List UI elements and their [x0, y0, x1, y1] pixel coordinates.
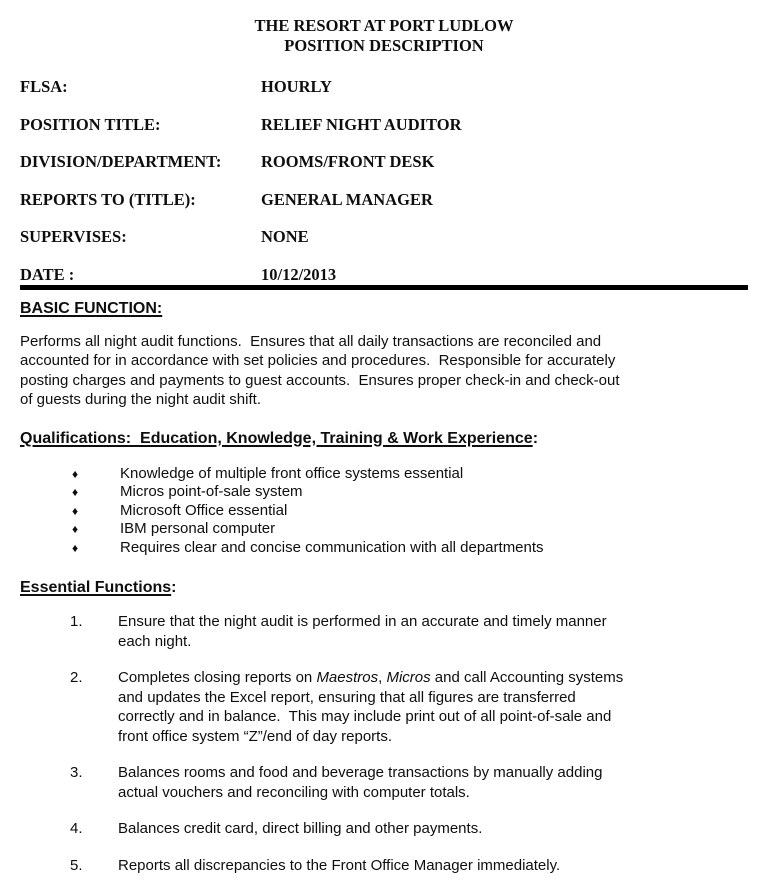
bullet-item [20, 539, 748, 558]
diamond-bullet-icon: ♦ [72, 503, 79, 518]
item-text-segment: front office system “Z”/end of day reports. [118, 727, 392, 745]
item-text-segment: Balances rooms and food and beverage transactions by manually adding [118, 764, 603, 782]
paragraph-line: Performs all night audit functions. Ensures that all daily transactions are reconciled and [20, 332, 602, 350]
basic-function-paragraph [20, 332, 748, 410]
item-text-line [118, 856, 748, 876]
item-text-segment: , [378, 669, 387, 687]
field-row [20, 77, 748, 96]
item-text [118, 856, 748, 876]
field-row [20, 115, 748, 134]
item-text-segment: each night. [118, 632, 192, 650]
numbered-item [20, 763, 748, 802]
numbered-item [20, 856, 748, 876]
fields-table [20, 77, 748, 284]
item-text-line [118, 819, 748, 839]
field-label: POSITION TITLE: [20, 114, 161, 134]
section-divider-rule [20, 285, 748, 290]
numbered-item [20, 612, 748, 651]
field-value: 10/12/2013 [261, 264, 337, 284]
item-text-line [118, 763, 748, 783]
diamond-bullet-icon: ♦ [72, 522, 79, 537]
qualifications-heading [20, 429, 748, 448]
document-title-line2: POSITION DESCRIPTION [284, 36, 484, 55]
item-number: 3. [70, 764, 83, 782]
numbered-item [20, 668, 748, 746]
item-text-line [118, 632, 748, 652]
bullet-item-text: Microsoft Office essential [120, 501, 288, 519]
field-value: NONE [261, 227, 309, 246]
item-text [118, 763, 748, 802]
item-text-segment: and call Accounting systems [430, 669, 624, 687]
item-text-italic-segment: Maestros [316, 669, 379, 687]
field-row [20, 265, 748, 284]
essential-functions-list [20, 612, 748, 875]
essential-functions-heading-colon: : [171, 579, 177, 597]
field-row [20, 152, 748, 171]
qualifications-bullet-list [20, 465, 748, 558]
paragraph-line: of guests during the night audit shift. [20, 391, 261, 408]
field-value: HOURLY [261, 77, 332, 96]
field-label: FLSA: [20, 77, 68, 96]
item-text-segment: Balances credit card, direct billing and other payments. [118, 820, 483, 838]
paragraph-line: posting charges and payments to guest accounts. Ensures proper check-in and check-out [20, 371, 620, 389]
essential-functions-heading [20, 578, 748, 597]
item-text-italic-segment: Micros [386, 669, 431, 687]
item-number: 1. [70, 613, 83, 631]
qualifications-heading-text: Qualifications: Education, Knowledge, Training & Work Experience [20, 429, 533, 447]
basic-function-heading-text: BASIC FUNCTION: [20, 299, 163, 317]
qualifications-heading-colon: : [532, 429, 539, 447]
item-text-line [118, 783, 748, 803]
item-text-segment: Ensure that the night audit is performed in an accurate and timely manner [118, 613, 607, 631]
item-text-line [118, 612, 748, 632]
field-label: SUPERVISES: [20, 227, 127, 246]
field-label: DATE : [20, 264, 75, 284]
diamond-bullet-icon: ♦ [72, 485, 79, 500]
numbered-item [20, 819, 748, 839]
field-row [20, 190, 748, 209]
document-header [20, 16, 748, 56]
diamond-bullet-icon: ♦ [72, 466, 79, 481]
item-text-line [118, 707, 748, 727]
item-text-segment: actual vouchers and reconciling with computer totals. [118, 783, 470, 801]
item-text [118, 668, 748, 746]
bullet-item [20, 483, 748, 502]
bullet-item-text: Requires clear and concise communication with all departments [120, 538, 544, 556]
field-value: ROOMS/FRONT DESK [261, 152, 435, 171]
field-value: RELIEF NIGHT AUDITOR [261, 114, 462, 134]
item-text-line [118, 688, 748, 708]
item-number: 2. [70, 669, 83, 687]
item-text-segment: and updates the Excel report, ensuring that all figures are transferred [118, 688, 576, 706]
item-text-segment: Reports all discrepancies to the Front Office Manager immediately. [118, 856, 561, 874]
item-text-line [118, 668, 748, 688]
paragraph-line: accounted for in accordance with set policies and procedures. Responsible for accurately [20, 352, 616, 369]
basic-function-heading [20, 299, 748, 318]
item-text-segment: correctly and in balance. This may include print out of all point-of-sale and [118, 708, 612, 726]
bullet-item [20, 520, 748, 539]
field-label: DIVISION/DEPARTMENT: [20, 152, 222, 171]
bullet-item-text: Micros point-of-sale system [120, 483, 303, 501]
bullet-item [20, 465, 748, 484]
item-text-segment: Completes closing reports on [118, 669, 317, 687]
field-label: REPORTS TO (TITLE): [20, 189, 196, 209]
item-number: 4. [70, 820, 83, 838]
bullet-item-text: Knowledge of multiple front office systems essential [120, 464, 464, 482]
item-text [118, 612, 748, 651]
bullet-item-text: IBM personal computer [120, 520, 276, 538]
essential-functions-heading-text: Essential Functions [20, 579, 172, 597]
document-title-line1: THE RESORT AT PORT LUDLOW [254, 16, 514, 35]
item-number: 5. [70, 856, 83, 874]
bullet-item [20, 502, 748, 521]
field-row [20, 227, 748, 246]
item-text [118, 819, 748, 839]
field-value: GENERAL MANAGER [261, 189, 433, 209]
diamond-bullet-icon: ♦ [72, 540, 79, 555]
item-text-line [118, 727, 748, 747]
